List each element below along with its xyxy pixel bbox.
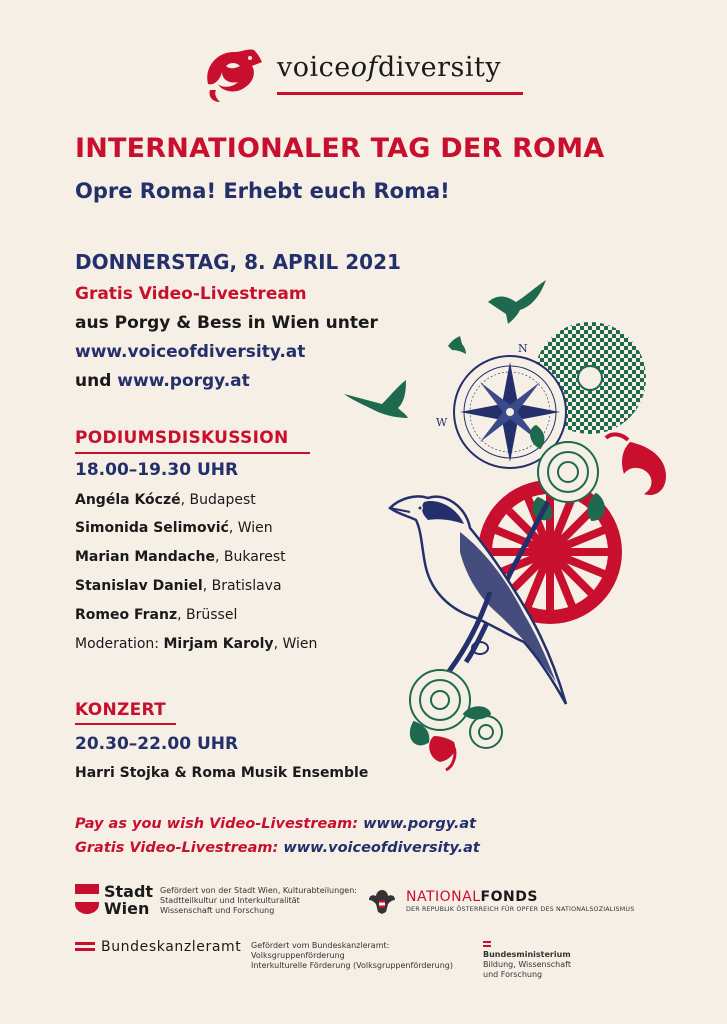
- bka-flag-bottom: [75, 948, 95, 951]
- promo-line-1: Pay as you wish Video-Livestream: www.porgy.at: [75, 816, 477, 832]
- bm-flag-top: [483, 941, 491, 943]
- nationalfonds-subtitle: DER REPUBLIK ÖSTERREICH FÜR OPFER DES NATIONALSOZIALISMUS: [406, 906, 635, 913]
- green-roses-bottom: [410, 670, 502, 748]
- event-subtitle: Opre Roma! Erhebt euch Roma!: [75, 179, 450, 203]
- participant-5: Romeo Franz, Brüssel: [75, 607, 238, 623]
- stream-line-1: Gratis Video-Livestream: [75, 284, 307, 304]
- concert-heading-underline: [75, 723, 176, 725]
- bundeskanzleramt-logo-text: Bundeskanzleramt: [101, 939, 242, 955]
- moderation-line: Moderation: Mirjam Karoly, Wien: [75, 636, 318, 652]
- event-date: DONNERSTAG, 8. APRIL 2021: [75, 250, 401, 274]
- logo-underline: [277, 92, 523, 95]
- event-title: INTERNATIONALER TAG DER ROMA: [75, 133, 605, 164]
- flying-bird-3: [344, 380, 408, 418]
- promo-url-2[interactable]: www.voiceofdiversity.at: [283, 840, 480, 856]
- concert-time: 20.30–22.00 UHR: [75, 734, 239, 754]
- voice-of-diversity-logo-mark: [200, 44, 266, 106]
- bka-flag-top: [75, 942, 95, 945]
- voice-of-diversity-logo-text: voiceofdiversity: [277, 52, 502, 83]
- flying-bird-1: [488, 280, 546, 324]
- stream-line-2: aus Porgy & Bess in Wien unter: [75, 313, 378, 333]
- stadt-wien-logo-text: Stadt Wien: [104, 882, 154, 918]
- compass-n-label: N: [518, 342, 528, 355]
- bundesministerium-logo-text: Bundesministerium Bildung, Wissenschaft und Forschung: [483, 950, 571, 979]
- austrian-eagle-emblem-icon: [368, 886, 396, 916]
- participant-1: Angéla Kóczé, Budapest: [75, 492, 256, 508]
- concert-performers: Harri Stojka & Roma Musik Ensemble: [75, 765, 369, 781]
- panel-time: 18.00–19.30 UHR: [75, 460, 239, 480]
- participant-3: Marian Mandache, Bukarest: [75, 549, 286, 565]
- panel-heading: PODIUMSDISKUSSION: [75, 428, 289, 448]
- panel-heading-underline: [75, 452, 310, 454]
- stadt-wien-flag-icon: [75, 884, 99, 914]
- stream-url-2[interactable]: www.porgy.at: [117, 371, 250, 391]
- concert-heading: KONZERT: [75, 700, 167, 720]
- promo-url-1[interactable]: www.porgy.at: [363, 816, 477, 832]
- stream-line-4: und www.porgy.at: [75, 371, 250, 391]
- stream-url-1[interactable]: www.voiceofdiversity.at: [75, 342, 306, 362]
- illustration: [340, 262, 680, 782]
- participant-4: Stanislav Daniel, Bratislava: [75, 578, 282, 594]
- flying-bird-2: [448, 336, 466, 354]
- promo-line-2: Gratis Video-Livestream: www.voiceofdiversity.at: [75, 840, 480, 856]
- participant-2: Simonida Selimović, Wien: [75, 520, 273, 536]
- nationalfonds-logo-text: NATIONALFONDS: [406, 889, 538, 905]
- stadt-wien-funding-text: Gefördert von der Stadt Wien, Kulturabteilungen: Stadtteilkultur und Interkulturalität Wissenschaft und Forschung: [160, 886, 357, 915]
- compass-w-label: W: [436, 416, 448, 429]
- bka-funding-text: Gefördert vom Bundeskanzleramt: Volksgruppenförderung Interkulturelle Förderung (Volksgruppenförderung): [251, 941, 453, 970]
- bm-flag-bottom: [483, 945, 491, 947]
